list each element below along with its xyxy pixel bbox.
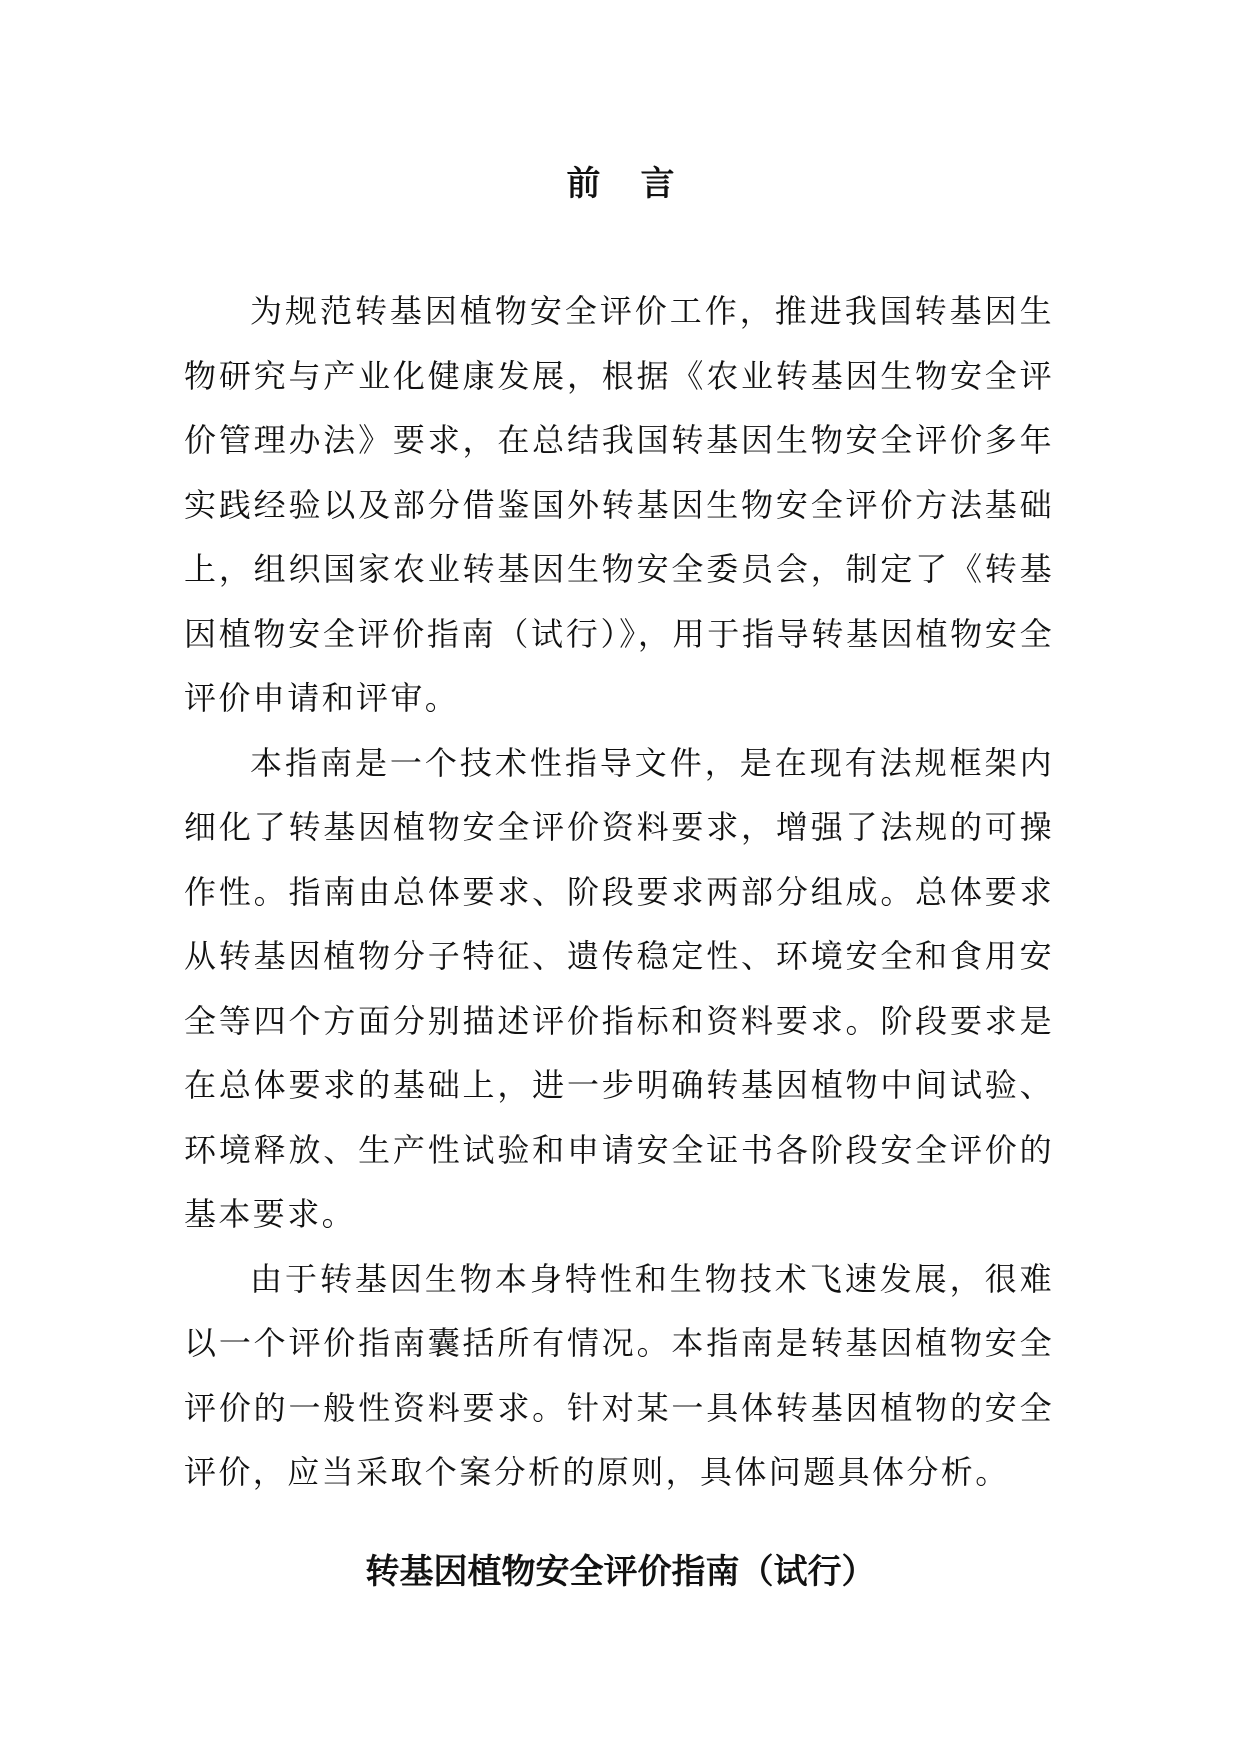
preface-body — [184, 279, 1054, 1505]
preface-paragraph-3: 由于转基因生物本身特性和生物技术飞速发展，很难以一个评价指南囊括所有情况。本指南是转基因植物安全评价的一般性资料要求。针对某一具体转基因植物的安全评价，应当采取个案分析的原则，具体问题具体分析。 — [184, 1259, 1054, 1491]
document-title: 转基因植物安全评价指南（试行） — [365, 1552, 876, 1592]
preface-paragraph-2: 本指南是一个技术性指导文件，是在现有法规框架内细化了转基因植物安全评价资料要求，增强了法规的可操作性。指南由总体要求、阶段要求两部分组成。总体要求从转基因植物分子特征、遗传稳定性、环境安全和食用安全等四个方面分别描述评价指标和资料要求。阶段要求是在总体要求的基础上，进一步明确转基因植物中间试验、环境释放、生产性试验和申请安全证书各阶段安全评价的基本要求。 — [184, 743, 1054, 1233]
preface-title: 前言 — [566, 164, 715, 204]
preface-paragraph-1: 为规范转基因植物安全评价工作，推进我国转基因生物研究与产业化健康发展，根据《农业转基因生物安全评价管理办法》要求，在总结我国转基因生物安全评价多年实践经验以及部分借鉴国外转基因生物安全评价方法基础上，组织国家农业转基因生物安全委员会，制定了《转基因植物安全评价指南（试行）》，用于指导转基因植物安全评价申请和评审。 — [184, 292, 1054, 717]
